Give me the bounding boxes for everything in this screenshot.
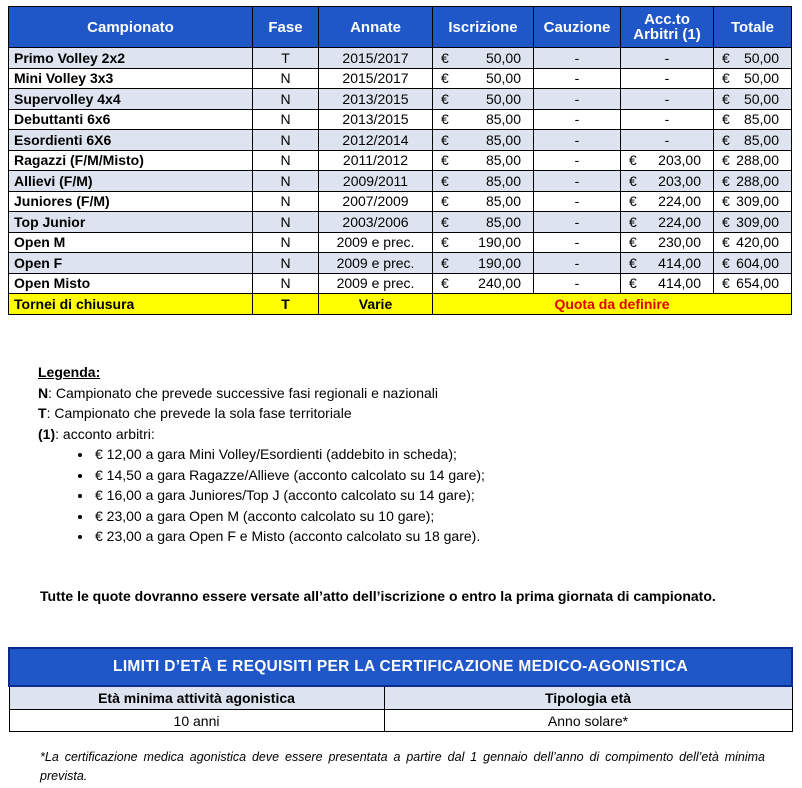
currency-symbol: € [441, 111, 449, 128]
cell-iscrizione-money [437, 91, 529, 107]
cell-fase: N [253, 171, 319, 192]
header-annate: Annate [319, 7, 433, 48]
cell-arbitri: - [621, 89, 714, 110]
cell-iscrizione-money [437, 234, 529, 250]
cell-totale-money [718, 275, 787, 291]
currency-symbol: € [722, 254, 730, 271]
cell-totale-money [718, 214, 787, 230]
cell-totale-amount: 50,00 [743, 49, 779, 66]
cell-totale-money [718, 255, 787, 271]
cell-arbitri-amount: 414,00 [658, 275, 701, 292]
cell-iscrizione-money [437, 111, 529, 127]
cell-iscrizione [433, 232, 534, 253]
table-row [9, 89, 792, 110]
cell-totale [714, 130, 792, 151]
cell-arbitri [621, 273, 714, 294]
closing-fase: T [253, 294, 319, 315]
legend-n-key: N [38, 384, 49, 401]
currency-symbol: € [722, 131, 730, 148]
cell-cauzione: - [534, 68, 621, 89]
cell-fase: T [253, 48, 319, 69]
cell-cauzione: - [534, 253, 621, 274]
cell-totale [714, 89, 792, 110]
currency-symbol: € [629, 152, 637, 169]
cell-fase: N [253, 130, 319, 151]
cell-totale-amount: 50,00 [743, 90, 779, 107]
fees-table [8, 6, 792, 315]
cell-fase: N [253, 212, 319, 233]
cell-campionato: Top Junior [9, 212, 253, 233]
cell-iscrizione-amount: 85,00 [485, 131, 521, 148]
cell-annate: 2009 e prec. [319, 232, 433, 253]
legend-one-key: (1) [38, 425, 56, 442]
cell-annate: 2013/2015 [319, 109, 433, 130]
cell-iscrizione-money [437, 214, 529, 230]
cell-iscrizione [433, 150, 534, 171]
cell-iscrizione [433, 191, 534, 212]
currency-symbol: € [722, 152, 730, 169]
currency-symbol: € [722, 275, 730, 292]
cell-totale [714, 212, 792, 233]
cell-arbitri-amount: 203,00 [658, 152, 701, 169]
table-row [9, 150, 792, 171]
cell-annate: 2015/2017 [319, 48, 433, 69]
cell-fase: N [253, 150, 319, 171]
legend-n-text: : Campionato che prevede successive fasi regionali e nazionali [48, 384, 439, 401]
cell-iscrizione-money [437, 70, 529, 86]
cell-totale-money [718, 91, 787, 107]
cell-arbitri-amount: 224,00 [658, 213, 701, 230]
cell-totale-amount: 654,00 [736, 275, 779, 292]
currency-symbol: € [441, 49, 449, 66]
cell-arbitri [621, 150, 714, 171]
cell-totale-amount: 309,00 [736, 213, 779, 230]
cell-iscrizione-money [437, 275, 529, 291]
cell-totale [714, 48, 792, 69]
header-iscrizione: Iscrizione [433, 7, 534, 48]
header-campionato: Campionato [9, 7, 253, 48]
cell-arbitri: - [621, 109, 714, 130]
currency-symbol: € [441, 213, 449, 230]
currency-symbol: € [722, 234, 730, 251]
cell-annate: 2013/2015 [319, 89, 433, 110]
currency-symbol: € [629, 254, 637, 271]
header-arbitri-line1: Acc.to [644, 11, 690, 28]
cell-iscrizione-money [437, 255, 529, 271]
currency-symbol: € [441, 70, 449, 87]
cell-iscrizione-amount: 50,00 [485, 90, 521, 107]
cell-iscrizione-money [437, 193, 529, 209]
cell-campionato: Juniores (F/M) [9, 191, 253, 212]
cell-cauzione: - [534, 130, 621, 151]
currency-symbol: € [722, 193, 730, 210]
cell-arbitri-amount: 203,00 [658, 172, 701, 189]
cell-campionato: Open F [9, 253, 253, 274]
cell-arbitri-money [625, 275, 709, 291]
cell-totale [714, 232, 792, 253]
cell-iscrizione [433, 253, 534, 274]
cell-iscrizione-amount: 240,00 [478, 275, 521, 292]
footnote: *La certificazione medica agonistica deve essere presentata a partire dal 1 gennaio dell’anno di compimento dell’età minima prevista. [40, 750, 765, 783]
limits-col1-header: Età minima attività agonistica [9, 686, 384, 710]
cell-totale-money [718, 111, 787, 127]
cell-arbitri-amount: 224,00 [658, 193, 701, 210]
table-row [9, 130, 792, 151]
cell-iscrizione-money [437, 132, 529, 148]
currency-symbol: € [441, 131, 449, 148]
header-cauzione: Cauzione [534, 7, 621, 48]
closing-campionato: Tornei di chiusura [9, 294, 253, 315]
cell-iscrizione-amount: 50,00 [485, 70, 521, 87]
cell-fase: N [253, 191, 319, 212]
cell-cauzione: - [534, 232, 621, 253]
fees-body [9, 48, 792, 294]
cell-iscrizione [433, 89, 534, 110]
table-row [9, 273, 792, 294]
cell-iscrizione-amount: 190,00 [478, 254, 521, 271]
cell-iscrizione-amount: 85,00 [485, 172, 521, 189]
currency-symbol: € [722, 49, 730, 66]
cell-fase: N [253, 273, 319, 294]
legend-title: Legenda: [38, 364, 101, 380]
payment-note: Tutte le quote dovranno essere versate all’atto dell’iscrizione o entro la prima giornata di campionato. [40, 588, 716, 604]
cell-arbitri [621, 253, 714, 274]
cell-annate: 2009 e prec. [319, 273, 433, 294]
cell-cauzione: - [534, 191, 621, 212]
limits-table [8, 647, 793, 732]
cell-totale [714, 150, 792, 171]
cell-totale-amount: 50,00 [743, 70, 779, 87]
cell-iscrizione-money [437, 152, 529, 168]
cell-totale-money [718, 50, 787, 66]
cell-cauzione: - [534, 109, 621, 130]
currency-symbol: € [441, 254, 449, 271]
cell-arbitri-money [625, 234, 709, 250]
currency-symbol: € [722, 172, 730, 189]
cell-cauzione: - [534, 48, 621, 69]
cell-totale [714, 109, 792, 130]
table-row [9, 109, 792, 130]
arbitri-item: • € 16,00 a gara Juniores/Top J (acconto calcolato su 14 gare); [93, 485, 485, 506]
cell-iscrizione-amount: 85,00 [485, 152, 521, 169]
cell-iscrizione [433, 171, 534, 192]
cell-fase: N [253, 89, 319, 110]
table-row [9, 171, 792, 192]
cell-fase: N [253, 68, 319, 89]
arbitri-item: • € 23,00 a gara Open M (acconto calcolato su 10 gare); [93, 506, 485, 527]
currency-symbol: € [441, 90, 449, 107]
cell-totale [714, 68, 792, 89]
table-row [9, 191, 792, 212]
cell-iscrizione [433, 68, 534, 89]
currency-symbol: € [441, 193, 449, 210]
currency-symbol: € [629, 275, 637, 292]
cell-annate: 2007/2009 [319, 191, 433, 212]
cell-iscrizione [433, 109, 534, 130]
cell-campionato: Debuttanti 6x6 [9, 109, 253, 130]
cell-iscrizione-amount: 85,00 [485, 213, 521, 230]
cell-arbitri-money [625, 214, 709, 230]
cell-cauzione: - [534, 273, 621, 294]
cell-totale-amount: 604,00 [736, 254, 779, 271]
cell-cauzione: - [534, 212, 621, 233]
cell-arbitri-amount: 414,00 [658, 254, 701, 271]
fees-header-row [9, 7, 792, 48]
cell-campionato: Supervolley 4x4 [9, 89, 253, 110]
cell-campionato: Open M [9, 232, 253, 253]
cell-cauzione: - [534, 89, 621, 110]
closing-quota: Quota da definire [433, 294, 792, 315]
arbitri-item: • € 12,00 a gara Mini Volley/Esordienti (addebito in scheda); [93, 444, 485, 465]
cell-arbitri-amount: 230,00 [658, 234, 701, 251]
cell-campionato: Ragazzi (F/M/Misto) [9, 150, 253, 171]
cell-iscrizione-amount: 85,00 [485, 111, 521, 128]
currency-symbol: € [441, 234, 449, 251]
cell-totale-money [718, 132, 787, 148]
arbitri-list [38, 444, 485, 547]
cell-iscrizione-amount: 85,00 [485, 193, 521, 210]
cell-iscrizione-amount: 50,00 [485, 49, 521, 66]
legend-t-key: T [38, 405, 47, 421]
cell-cauzione: - [534, 150, 621, 171]
cell-totale-money [718, 70, 787, 86]
cell-totale-amount: 309,00 [736, 193, 779, 210]
cell-totale-money [718, 234, 787, 250]
cell-arbitri: - [621, 130, 714, 151]
arbitri-item: • € 14,50 a gara Ragazze/Allieve (acconto calcolato su 14 gare); [93, 465, 485, 486]
cell-totale-amount: 85,00 [743, 111, 779, 128]
cell-annate: 2003/2006 [319, 212, 433, 233]
table-row [9, 232, 792, 253]
table-row [9, 68, 792, 89]
limits-title: LIMITI D’ETÀ E REQUISITI PER LA CERTIFICAZIONE MEDICO-AGONISTICA [9, 648, 792, 686]
cell-arbitri [621, 232, 714, 253]
cell-fase: N [253, 232, 319, 253]
cell-annate: 2011/2012 [319, 150, 433, 171]
cell-arbitri [621, 191, 714, 212]
table-row [9, 212, 792, 233]
currency-symbol: € [722, 90, 730, 107]
cell-cauzione: - [534, 171, 621, 192]
cell-iscrizione-money [437, 50, 529, 66]
cell-totale [714, 253, 792, 274]
cell-fase: N [253, 109, 319, 130]
cell-annate: 2009/2011 [319, 171, 433, 192]
legend-t [38, 403, 485, 424]
cell-iscrizione [433, 48, 534, 69]
cell-totale [714, 273, 792, 294]
header-totale: Totale [714, 7, 792, 48]
cell-campionato: Allievi (F/M) [9, 171, 253, 192]
cell-arbitri-money [625, 193, 709, 209]
cell-iscrizione [433, 130, 534, 151]
table-row [9, 48, 792, 69]
header-fase: Fase [253, 7, 319, 48]
cell-arbitri-money [625, 255, 709, 271]
header-arbitri-line2: Arbitri (1) [633, 26, 701, 43]
table-row [9, 253, 792, 274]
cell-arbitri-money [625, 173, 709, 189]
legend-t-text: : Campionato che prevede la sola fase territoriale [46, 405, 352, 421]
currency-symbol: € [722, 213, 730, 230]
currency-symbol: € [722, 111, 730, 128]
limits-col2-value: Anno solare* [384, 710, 792, 732]
cell-totale [714, 171, 792, 192]
cell-totale-amount: 420,00 [736, 234, 779, 251]
cell-campionato: Mini Volley 3x3 [9, 68, 253, 89]
cell-campionato: Esordienti 6X6 [9, 130, 253, 151]
cell-totale-amount: 85,00 [743, 131, 779, 148]
currency-symbol: € [722, 70, 730, 87]
header-arbitri [621, 7, 714, 48]
limits-col1-value: 10 anni [9, 710, 384, 732]
cell-arbitri-money [625, 152, 709, 168]
currency-symbol: € [441, 172, 449, 189]
currency-symbol: € [629, 234, 637, 251]
cell-campionato: Open Misto [9, 273, 253, 294]
currency-symbol: € [629, 193, 637, 210]
cell-arbitri [621, 171, 714, 192]
legend-one-text: : acconto arbitri: [55, 425, 155, 442]
cell-iscrizione [433, 212, 534, 233]
limits-col2-header: Tipologia età [384, 686, 792, 710]
currency-symbol: € [629, 213, 637, 230]
cell-totale-money [718, 193, 787, 209]
cell-totale-money [718, 152, 787, 168]
cell-arbitri [621, 212, 714, 233]
cell-arbitri: - [621, 68, 714, 89]
currency-symbol: € [441, 152, 449, 169]
cell-annate: 2012/2014 [319, 130, 433, 151]
cell-totale-amount: 288,00 [736, 172, 779, 189]
cell-fase: N [253, 253, 319, 274]
cell-iscrizione-money [437, 173, 529, 189]
cell-totale [714, 191, 792, 212]
cell-iscrizione-amount: 190,00 [478, 234, 521, 251]
closing-annate: Varie [319, 294, 433, 315]
legend-one [38, 424, 485, 445]
arbitri-item: • € 23,00 a gara Open F e Misto (acconto calcolato su 18 gare). [93, 526, 485, 547]
closing-row [9, 294, 792, 315]
legend-n [38, 383, 485, 404]
currency-symbol: € [441, 275, 449, 292]
currency-symbol: € [629, 172, 637, 189]
cell-totale-money [718, 173, 787, 189]
cell-arbitri: - [621, 48, 714, 69]
cell-annate: 2009 e prec. [319, 253, 433, 274]
cell-totale-amount: 288,00 [736, 152, 779, 169]
legend [38, 362, 485, 547]
cell-iscrizione [433, 273, 534, 294]
cell-campionato: Primo Volley 2x2 [9, 48, 253, 69]
cell-annate: 2015/2017 [319, 68, 433, 89]
